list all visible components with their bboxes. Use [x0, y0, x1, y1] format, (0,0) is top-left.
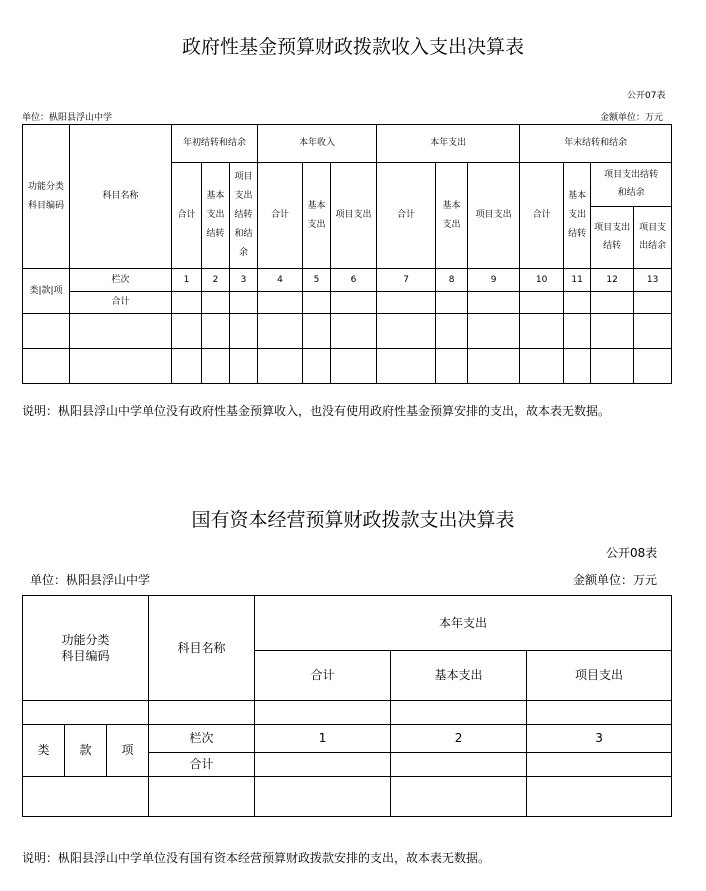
doc1-header-begin-total: 合计 — [172, 163, 202, 269]
doc1-title: 政府性基金预算财政拨款收入支出决算表 — [181, 36, 524, 58]
doc1-header-expense-basic: 基本支出 — [436, 163, 468, 269]
table-row — [23, 349, 672, 384]
doc1-header-end-project-surplus: 项目支出结余 — [634, 207, 672, 269]
doc2-heji-label: 合计 — [149, 753, 255, 777]
doc2-header-basic: 基本支出 — [391, 651, 527, 701]
table-row — [23, 777, 672, 817]
doc2-form-number: 公开08表 — [606, 546, 658, 560]
doc1-header-begin-basic: 基本支出结转 — [202, 163, 230, 269]
doc1-unit: 单位：枞阳县浮山中学 — [22, 113, 113, 123]
doc1-header-begin-balance: 年初结转和结余 — [172, 125, 258, 163]
doc1-note: 说明：枞阳县浮山中学单位没有政府性基金预算收入，也没有使用政府性基金预算安排的支出，故本表无数据。 — [22, 404, 611, 418]
doc1-table — [22, 124, 672, 384]
doc1-header-income-total: 合计 — [258, 163, 303, 269]
doc1-header-begin-project: 项目支出结转和结余 — [230, 163, 258, 269]
doc1-form-number: 公开07表 — [627, 91, 666, 101]
doc1-col-num: 12 — [591, 269, 634, 292]
doc1-col-num: 1 — [172, 269, 202, 292]
doc1-header-end-basic: 基本支出结转 — [564, 163, 591, 269]
doc1-header-func-code: 功能分类科目编码 — [23, 125, 70, 269]
doc2-col-num: 3 — [527, 725, 672, 753]
doc1-col-num: 7 — [377, 269, 436, 292]
doc2-col-num: 2 — [391, 725, 527, 753]
doc1-col-num: 10 — [520, 269, 564, 292]
doc2-lanci-label: 栏次 — [149, 725, 255, 753]
doc1-header-income: 本年收入 — [258, 125, 377, 163]
doc2-header-subject-name: 科目名称 — [149, 596, 255, 701]
doc1-col-num: 4 — [258, 269, 303, 292]
doc1-lanci-label: 栏次 — [70, 269, 172, 292]
doc1-col-num: 9 — [468, 269, 520, 292]
doc1-col-num: 13 — [634, 269, 672, 292]
doc1-col-num: 8 — [436, 269, 468, 292]
doc1-header-end-balance: 年末结转和结余 — [520, 125, 672, 163]
doc1-header-end-project-carry: 项目支出结转 — [591, 207, 634, 269]
table-row — [23, 314, 672, 349]
doc1-col-num: 2 — [202, 269, 230, 292]
doc1-header-income-basic: 基本支出 — [303, 163, 331, 269]
doc2-col-num: 1 — [255, 725, 391, 753]
doc2-header-project: 项目支出 — [527, 651, 672, 701]
doc1-col-num: 6 — [331, 269, 377, 292]
doc2-unit: 单位：枞阳县浮山中学 — [30, 573, 151, 587]
doc2-lei: 类 — [23, 725, 65, 777]
doc1-header-subject-name: 科目名称 — [70, 125, 172, 269]
doc1-heji-label: 合计 — [70, 292, 172, 314]
doc1-header-expense: 本年支出 — [377, 125, 520, 163]
doc1-header-end-total: 合计 — [520, 163, 564, 269]
doc1-header-expense-total: 合计 — [377, 163, 436, 269]
doc1-header-income-project: 项目支出 — [331, 163, 377, 269]
doc1-amount-unit: 金额单位：万元 — [600, 113, 664, 123]
doc2-note: 说明：枞阳县浮山中学单位没有国有资本经营预算财政拨款安排的支出，故本表无数据。 — [22, 851, 491, 865]
doc2-xiang: 项 — [107, 725, 149, 777]
doc2-header-expense: 本年支出 — [255, 596, 672, 651]
doc2-kuan: 款 — [65, 725, 107, 777]
doc2-table — [22, 595, 672, 817]
doc1-col-num: 3 — [230, 269, 258, 292]
doc1-col-num: 11 — [564, 269, 591, 292]
doc2-title: 国有资本经营预算财政拨款支出决算表 — [191, 509, 515, 531]
table-row — [23, 701, 672, 725]
doc2-amount-unit: 金额单位：万元 — [573, 573, 658, 587]
doc2-header-func-code: 功能分类 科目编码 — [23, 596, 149, 701]
doc2-header-total: 合计 — [255, 651, 391, 701]
doc1-header-end-project-group: 项目支出结转和结余 — [591, 163, 672, 207]
doc1-col-num: 5 — [303, 269, 331, 292]
doc1-header-expense-project: 项目支出 — [468, 163, 520, 269]
doc1-lei-kuan-xiang: 类|款|项 — [23, 269, 70, 314]
